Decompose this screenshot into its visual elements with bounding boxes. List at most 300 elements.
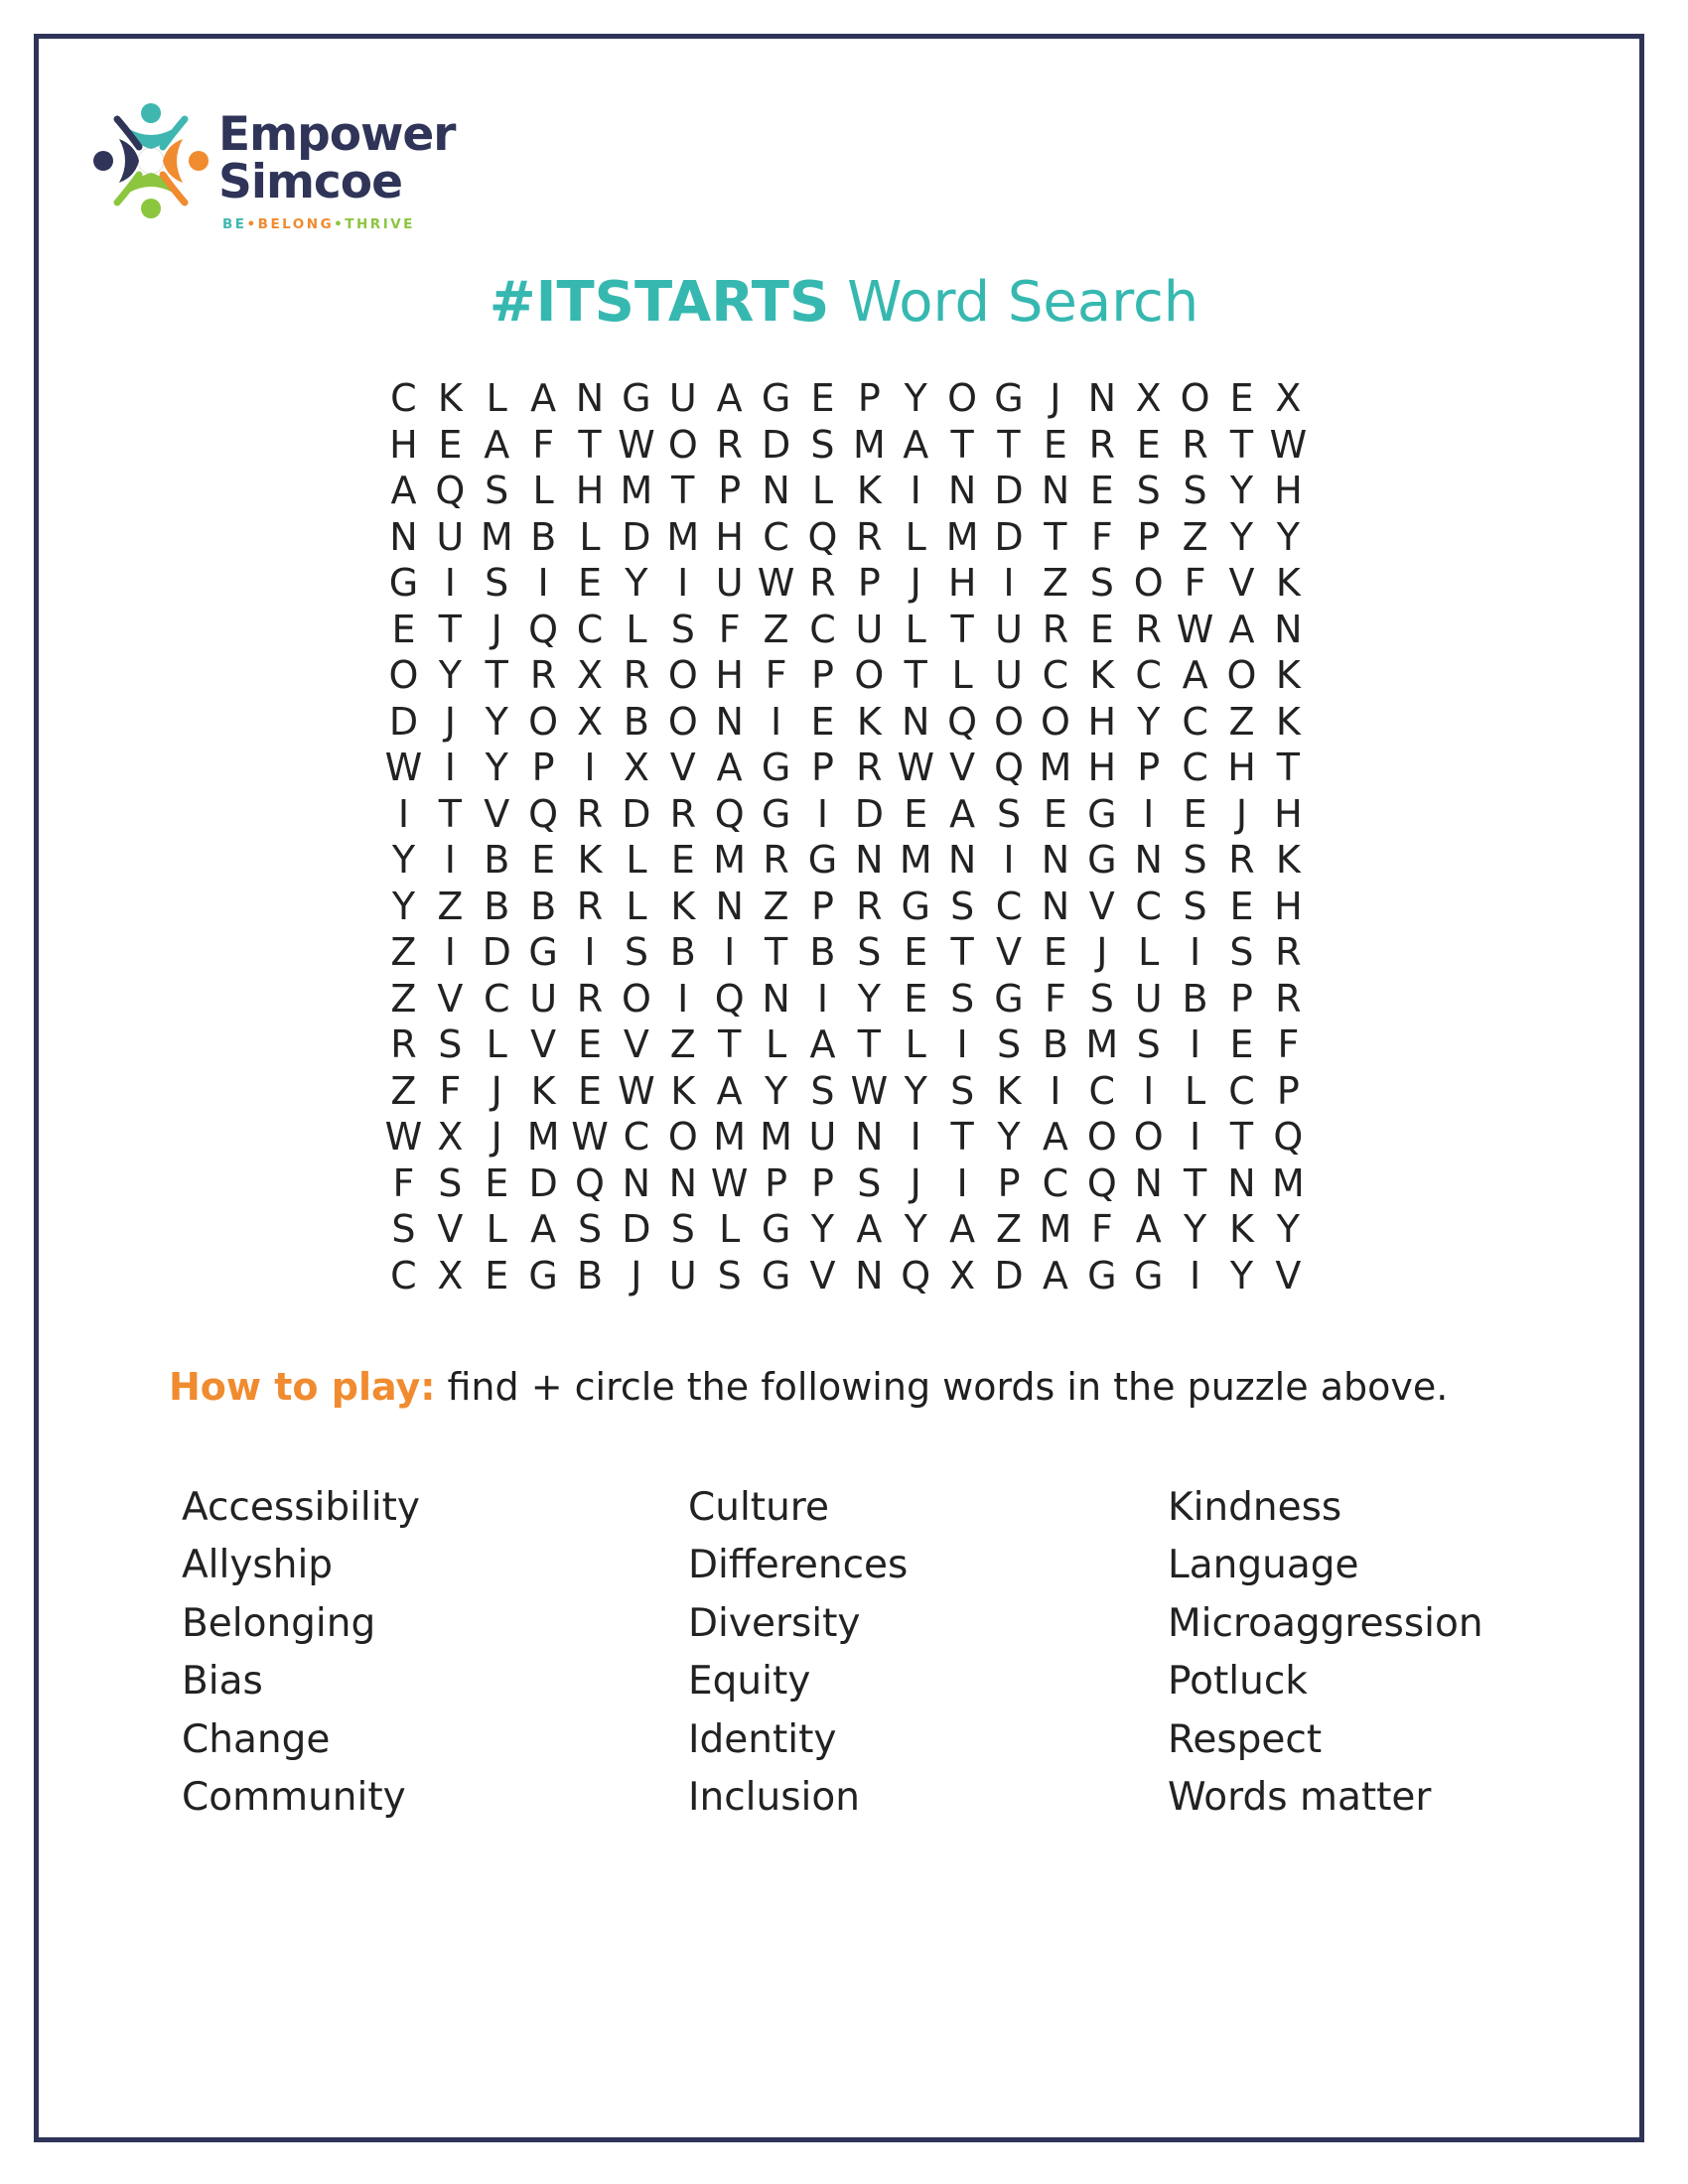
grid-letter[interactable]: P [765, 1160, 788, 1205]
grid-letter[interactable]: Q [1086, 1160, 1117, 1205]
grid-letter[interactable]: X [949, 1253, 976, 1297]
grid-letter[interactable]: I [956, 1023, 968, 1066]
grid-letter[interactable]: S [950, 884, 975, 928]
grid-letter[interactable]: T [485, 653, 508, 697]
grid-letter[interactable]: G [994, 976, 1024, 1021]
grid-letter[interactable]: X [576, 653, 604, 697]
grid-letter[interactable]: E [485, 1160, 509, 1205]
grid-letter[interactable]: Z [996, 1207, 1023, 1251]
grid-letter[interactable]: Q [575, 1160, 605, 1205]
grid-letter[interactable]: R [856, 884, 883, 928]
grid-letter[interactable]: N [762, 469, 790, 512]
grid-letter[interactable]: V [996, 930, 1023, 974]
grid-letter[interactable]: M [852, 422, 886, 467]
grid-letter[interactable]: T [1229, 1115, 1254, 1159]
grid-letter[interactable]: R [1135, 607, 1162, 651]
grid-letter[interactable]: O [667, 422, 698, 467]
grid-letter[interactable]: N [1274, 607, 1303, 651]
grid-letter[interactable]: T [950, 607, 974, 651]
grid-letter[interactable]: T [904, 653, 927, 697]
grid-letter[interactable]: M [666, 514, 700, 559]
grid-letter[interactable]: N [1041, 469, 1070, 512]
grid-letter[interactable]: A [716, 746, 743, 789]
grid-letter[interactable]: K [530, 1068, 556, 1113]
grid-letter[interactable]: W [384, 746, 423, 789]
grid-letter[interactable]: S [996, 791, 1022, 836]
grid-letter[interactable]: N [947, 838, 977, 882]
grid-letter[interactable]: V [1088, 884, 1115, 928]
grid-letter[interactable]: J [1050, 376, 1061, 420]
grid-letter[interactable]: R [1275, 930, 1302, 974]
grid-letter[interactable]: U [1134, 976, 1163, 1021]
grid-letter[interactable]: H [575, 469, 605, 512]
grid-letter[interactable]: J [631, 1253, 642, 1297]
grid-letter[interactable]: P [997, 1160, 1021, 1205]
grid-letter[interactable]: F [765, 653, 787, 697]
grid-letter[interactable]: C [763, 514, 789, 559]
grid-letter[interactable]: X [437, 1253, 464, 1297]
grid-letter[interactable]: M [899, 838, 932, 882]
grid-letter[interactable]: A [1182, 653, 1208, 697]
grid-letter[interactable]: I [1189, 930, 1201, 974]
grid-letter[interactable]: T [950, 422, 974, 467]
grid-letter[interactable]: T [578, 422, 602, 467]
grid-letter[interactable]: O [947, 376, 978, 420]
grid-letter[interactable]: P [718, 469, 742, 512]
grid-letter[interactable]: R [529, 653, 557, 697]
grid-letter[interactable]: B [530, 884, 557, 928]
grid-letter[interactable]: C [576, 607, 604, 651]
grid-letter[interactable]: P [811, 653, 834, 697]
grid-letter[interactable]: H [1274, 791, 1303, 836]
grid-letter[interactable]: U [995, 653, 1023, 697]
grid-letter[interactable]: Y [391, 838, 416, 882]
grid-letter[interactable]: K [1229, 1207, 1254, 1251]
grid-letter[interactable]: E [1229, 376, 1254, 420]
grid-letter[interactable]: I [677, 561, 689, 605]
grid-letter[interactable]: G [528, 930, 558, 974]
grid-letter[interactable]: Y [810, 1207, 835, 1251]
grid-letter[interactable]: A [1042, 1115, 1068, 1159]
grid-letter[interactable]: L [1138, 930, 1160, 974]
grid-letter[interactable]: S [624, 930, 648, 974]
grid-letter[interactable]: L [905, 607, 926, 651]
grid-letter[interactable]: N [855, 1115, 884, 1159]
grid-letter[interactable]: Z [1228, 699, 1255, 744]
grid-letter[interactable]: Q [528, 791, 559, 836]
grid-letter[interactable]: Q [994, 746, 1024, 789]
grid-letter[interactable]: O [994, 699, 1024, 744]
grid-letter[interactable]: R [1275, 976, 1302, 1021]
grid-letter[interactable]: Z [390, 976, 417, 1021]
grid-letter[interactable]: A [809, 1023, 836, 1066]
grid-letter[interactable]: O [854, 653, 885, 697]
grid-letter[interactable]: G [761, 376, 791, 420]
grid-letter[interactable]: C [390, 1253, 417, 1297]
grid-letter[interactable]: S [438, 1023, 463, 1066]
grid-letter[interactable]: P [857, 561, 881, 605]
grid-letter[interactable]: H [947, 561, 977, 605]
grid-letter[interactable]: B [809, 930, 836, 974]
grid-letter[interactable]: H [715, 514, 744, 559]
grid-letter[interactable]: R [1088, 422, 1115, 467]
grid-letter[interactable]: H [1274, 469, 1303, 512]
grid-letter[interactable]: A [530, 1207, 557, 1251]
grid-letter[interactable]: E [904, 791, 928, 836]
grid-letter[interactable]: Y [438, 653, 462, 697]
grid-letter[interactable]: I [910, 469, 921, 512]
grid-letter[interactable]: D [622, 1207, 651, 1251]
grid-letter[interactable]: E [531, 838, 556, 882]
grid-letter[interactable]: Z [763, 607, 789, 651]
grid-letter[interactable]: Y [1276, 1207, 1300, 1251]
grid-letter[interactable]: I [1189, 1115, 1201, 1159]
grid-letter[interactable]: K [670, 884, 696, 928]
grid-letter[interactable]: T [997, 422, 1021, 467]
grid-letter[interactable]: B [576, 1253, 604, 1297]
grid-letter[interactable]: Y [391, 884, 416, 928]
grid-letter[interactable]: U [995, 607, 1023, 651]
grid-letter[interactable]: A [390, 469, 417, 512]
grid-letter[interactable]: G [761, 746, 791, 789]
grid-letter[interactable]: Z [1182, 514, 1208, 559]
grid-letter[interactable]: I [1003, 838, 1015, 882]
grid-letter[interactable]: A [949, 1207, 976, 1251]
grid-letter[interactable]: T [1229, 422, 1254, 467]
grid-letter[interactable]: C [1228, 1068, 1255, 1113]
grid-letter[interactable]: Q [1273, 1115, 1304, 1159]
grid-letter[interactable]: W [618, 422, 655, 467]
grid-letter[interactable]: U [436, 514, 465, 559]
grid-letter[interactable]: S [1136, 1023, 1161, 1066]
grid-letter[interactable]: Y [904, 376, 927, 420]
grid-letter[interactable]: N [575, 376, 605, 420]
grid-letter[interactable]: T [438, 607, 462, 651]
grid-letter[interactable]: L [951, 653, 973, 697]
grid-letter[interactable]: V [437, 976, 464, 1021]
grid-letter[interactable]: P [811, 746, 834, 789]
grid-letter[interactable]: C [1042, 1160, 1069, 1205]
grid-letter[interactable]: E [1089, 607, 1114, 651]
grid-letter[interactable]: Y [997, 1115, 1021, 1159]
grid-letter[interactable]: S [996, 1023, 1022, 1066]
grid-letter[interactable]: K [996, 1068, 1022, 1113]
grid-letter[interactable]: F [392, 1160, 415, 1205]
grid-letter[interactable]: G [528, 1253, 558, 1297]
grid-letter[interactable]: I [816, 791, 829, 836]
grid-letter[interactable]: P [531, 746, 555, 789]
grid-letter[interactable]: O [1040, 699, 1070, 744]
grid-letter[interactable]: Y [1229, 469, 1254, 512]
grid-letter[interactable]: N [1134, 838, 1163, 882]
grid-letter[interactable]: U [855, 607, 884, 651]
grid-letter[interactable]: Y [857, 976, 881, 1021]
grid-letter[interactable]: K [856, 699, 882, 744]
grid-letter[interactable]: C [390, 376, 417, 420]
grid-letter[interactable]: J [910, 561, 921, 605]
grid-letter[interactable]: Y [764, 1068, 788, 1113]
grid-letter[interactable]: F [1044, 976, 1066, 1021]
grid-letter[interactable]: L [765, 1023, 787, 1066]
grid-letter[interactable]: F [1090, 514, 1113, 559]
grid-letter[interactable]: S [950, 976, 975, 1021]
grid-letter[interactable]: F [439, 1068, 462, 1113]
grid-letter[interactable]: S [1089, 976, 1114, 1021]
grid-letter[interactable]: R [856, 746, 883, 789]
grid-letter[interactable]: X [1275, 376, 1302, 420]
grid-letter[interactable]: X [1135, 376, 1162, 420]
grid-letter[interactable]: G [807, 838, 838, 882]
grid-letter[interactable]: A [1135, 1207, 1162, 1251]
grid-letter[interactable]: E [1136, 422, 1161, 467]
grid-letter[interactable]: V [949, 746, 976, 789]
grid-letter[interactable]: J [491, 1068, 502, 1113]
grid-letter[interactable]: U [529, 976, 558, 1021]
grid-letter[interactable]: E [810, 376, 835, 420]
grid-letter[interactable]: I [584, 746, 596, 789]
grid-letter[interactable]: N [389, 514, 418, 559]
grid-letter[interactable]: K [1275, 653, 1301, 697]
grid-letter[interactable]: S [485, 561, 509, 605]
grid-letter[interactable]: L [626, 607, 647, 651]
grid-letter[interactable]: R [576, 791, 604, 836]
grid-letter[interactable]: L [626, 884, 647, 928]
grid-letter[interactable]: V [437, 1207, 464, 1251]
grid-letter[interactable]: C [1042, 653, 1069, 697]
grid-letter[interactable]: N [1087, 376, 1117, 420]
grid-letter[interactable]: E [391, 607, 416, 651]
grid-letter[interactable]: N [1041, 884, 1070, 928]
grid-letter[interactable]: I [724, 930, 736, 974]
grid-letter[interactable]: N [855, 1253, 884, 1297]
grid-letter[interactable]: N [715, 699, 744, 744]
grid-letter[interactable]: B [484, 884, 510, 928]
grid-letter[interactable]: A [1042, 1253, 1068, 1297]
grid-letter[interactable]: Z [669, 1023, 696, 1066]
grid-letter[interactable]: Y [485, 746, 508, 789]
grid-letter[interactable]: O [1180, 376, 1210, 420]
grid-letter[interactable]: E [1043, 422, 1067, 467]
grid-letter[interactable]: P [1137, 746, 1161, 789]
grid-letter[interactable]: M [1039, 1207, 1072, 1251]
grid-letter[interactable]: E [1183, 791, 1207, 836]
grid-letter[interactable]: H [715, 653, 744, 697]
grid-letter[interactable]: V [1228, 561, 1255, 605]
grid-letter[interactable]: K [1275, 838, 1301, 882]
grid-letter[interactable]: P [811, 884, 834, 928]
grid-letter[interactable]: R [856, 514, 883, 559]
grid-letter[interactable]: W [618, 1068, 655, 1113]
grid-letter[interactable]: K [856, 469, 882, 512]
grid-letter[interactable]: N [947, 469, 977, 512]
grid-letter[interactable]: I [1143, 791, 1155, 836]
grid-letter[interactable]: Q [947, 699, 978, 744]
grid-letter[interactable]: M [713, 838, 747, 882]
grid-letter[interactable]: T [764, 930, 788, 974]
grid-letter[interactable]: G [388, 561, 419, 605]
grid-letter[interactable]: W [571, 1115, 609, 1159]
grid-letter[interactable]: C [1135, 653, 1162, 697]
grid-letter[interactable]: T [1044, 514, 1067, 559]
grid-letter[interactable]: R [763, 838, 789, 882]
grid-letter[interactable]: O [667, 653, 698, 697]
grid-letter[interactable]: O [1086, 1115, 1117, 1159]
grid-letter[interactable]: G [761, 1253, 791, 1297]
grid-letter[interactable]: T [1183, 1160, 1207, 1205]
grid-letter[interactable]: S [438, 1160, 463, 1205]
grid-letter[interactable]: T [857, 1023, 881, 1066]
grid-letter[interactable]: K [577, 838, 603, 882]
grid-letter[interactable]: G [901, 884, 930, 928]
grid-letter[interactable]: E [904, 976, 928, 1021]
grid-letter[interactable]: X [623, 746, 649, 789]
grid-letter[interactable]: B [623, 699, 649, 744]
grid-letter[interactable]: M [526, 1115, 560, 1159]
grid-letter[interactable]: D [622, 514, 651, 559]
grid-letter[interactable]: E [1043, 930, 1067, 974]
grid-letter[interactable]: Q [528, 607, 559, 651]
grid-letter[interactable]: P [1230, 976, 1253, 1021]
grid-letter[interactable]: O [388, 653, 419, 697]
grid-letter[interactable]: A [484, 422, 510, 467]
grid-letter[interactable]: C [623, 1115, 650, 1159]
grid-letter[interactable]: V [1275, 1253, 1302, 1297]
grid-letter[interactable]: W [384, 1115, 423, 1159]
grid-letter[interactable]: G [1087, 791, 1117, 836]
grid-letter[interactable]: N [1041, 838, 1070, 882]
grid-letter[interactable]: A [903, 422, 929, 467]
grid-letter[interactable]: S [485, 469, 509, 512]
grid-letter[interactable]: N [855, 838, 884, 882]
grid-letter[interactable]: G [622, 376, 651, 420]
grid-letter[interactable]: V [530, 1023, 557, 1066]
grid-letter[interactable]: Y [1183, 1207, 1207, 1251]
grid-letter[interactable]: M [620, 469, 653, 512]
grid-letter[interactable]: S [857, 930, 882, 974]
grid-letter[interactable]: H [1087, 746, 1117, 789]
grid-letter[interactable]: W [710, 1160, 749, 1205]
grid-letter[interactable]: S [810, 1068, 835, 1113]
grid-letter[interactable]: S [857, 1160, 882, 1205]
grid-letter[interactable]: I [1189, 1023, 1201, 1066]
grid-letter[interactable]: R [669, 791, 696, 836]
grid-letter[interactable]: F [1090, 1207, 1113, 1251]
grid-letter[interactable]: C [1135, 884, 1162, 928]
grid-letter[interactable]: I [1003, 561, 1015, 605]
grid-letter[interactable]: F [532, 422, 555, 467]
grid-letter[interactable]: Y [904, 1068, 927, 1113]
grid-letter[interactable]: B [669, 930, 696, 974]
grid-letter[interactable]: L [532, 469, 554, 512]
grid-letter[interactable]: J [491, 607, 502, 651]
grid-letter[interactable]: I [1143, 1068, 1155, 1113]
grid-letter[interactable]: G [761, 791, 791, 836]
grid-letter[interactable]: P [857, 376, 881, 420]
grid-letter[interactable]: S [1183, 838, 1207, 882]
grid-letter[interactable]: K [670, 1068, 696, 1113]
grid-letter[interactable]: O [1226, 653, 1257, 697]
grid-letter[interactable]: I [584, 930, 596, 974]
grid-letter[interactable]: V [669, 746, 696, 789]
grid-letter[interactable]: W [1269, 422, 1308, 467]
grid-letter[interactable]: D [482, 930, 511, 974]
grid-letter[interactable]: Y [904, 1207, 927, 1251]
grid-letter[interactable]: D [622, 791, 651, 836]
grid-letter[interactable]: C [809, 607, 836, 651]
grid-letter[interactable]: C [1182, 699, 1208, 744]
grid-letter[interactable]: I [816, 976, 829, 1021]
grid-letter[interactable]: J [910, 1160, 921, 1205]
grid-letter[interactable]: D [994, 514, 1024, 559]
grid-letter[interactable]: Q [714, 976, 745, 1021]
grid-letter[interactable]: K [1275, 561, 1301, 605]
grid-letter[interactable]: W [897, 746, 935, 789]
grid-letter[interactable]: R [1228, 838, 1255, 882]
grid-letter[interactable]: G [1133, 1253, 1164, 1297]
grid-letter[interactable]: U [668, 376, 697, 420]
grid-letter[interactable]: M [1085, 1023, 1119, 1066]
grid-letter[interactable]: P [1276, 1068, 1300, 1113]
grid-letter[interactable]: E [1089, 469, 1114, 512]
grid-letter[interactable]: G [1087, 838, 1117, 882]
grid-letter[interactable]: S [717, 1253, 742, 1297]
grid-letter[interactable]: Q [901, 1253, 931, 1297]
grid-letter[interactable]: L [579, 514, 601, 559]
grid-letter[interactable]: S [670, 1207, 695, 1251]
grid-letter[interactable]: T [671, 469, 695, 512]
grid-letter[interactable]: X [437, 1115, 464, 1159]
grid-letter[interactable]: T [1276, 746, 1300, 789]
grid-letter[interactable]: S [1136, 469, 1161, 512]
grid-letter[interactable]: E [1043, 791, 1067, 836]
grid-letter[interactable]: O [528, 699, 559, 744]
grid-letter[interactable]: H [1087, 699, 1117, 744]
grid-letter[interactable]: J [1235, 791, 1248, 836]
grid-letter[interactable]: E [578, 1068, 603, 1113]
grid-letter[interactable]: L [905, 1023, 926, 1066]
grid-letter[interactable]: D [388, 699, 419, 744]
grid-letter[interactable]: Z [390, 1068, 417, 1113]
grid-letter[interactable]: L [486, 1023, 507, 1066]
grid-letter[interactable]: P [811, 1160, 834, 1205]
grid-letter[interactable]: S [950, 1068, 975, 1113]
grid-letter[interactable]: B [484, 838, 510, 882]
grid-letter[interactable]: I [537, 561, 549, 605]
grid-letter[interactable]: I [910, 1115, 921, 1159]
grid-letter[interactable]: D [994, 469, 1024, 512]
grid-letter[interactable]: Q [435, 469, 466, 512]
grid-letter[interactable]: I [956, 1160, 968, 1205]
grid-letter[interactable]: Z [390, 930, 417, 974]
grid-letter[interactable]: T [438, 791, 462, 836]
grid-letter[interactable]: N [1227, 1160, 1256, 1205]
grid-letter[interactable]: Y [625, 561, 648, 605]
grid-letter[interactable]: H [389, 422, 418, 467]
grid-letter[interactable]: G [761, 1207, 791, 1251]
grid-letter[interactable]: Y [1276, 514, 1300, 559]
grid-letter[interactable]: M [760, 1115, 792, 1159]
grid-letter[interactable]: Y [485, 699, 508, 744]
grid-letter[interactable]: S [1089, 561, 1114, 605]
grid-letter[interactable]: M [480, 514, 513, 559]
grid-letter[interactable]: O [1133, 561, 1164, 605]
grid-letter[interactable]: Y [1137, 699, 1161, 744]
grid-letter[interactable]: E [1229, 1023, 1254, 1066]
grid-letter[interactable]: M [1271, 1160, 1305, 1205]
grid-letter[interactable]: M [1039, 746, 1072, 789]
grid-letter[interactable]: J [491, 1115, 502, 1159]
grid-letter[interactable]: R [809, 561, 836, 605]
